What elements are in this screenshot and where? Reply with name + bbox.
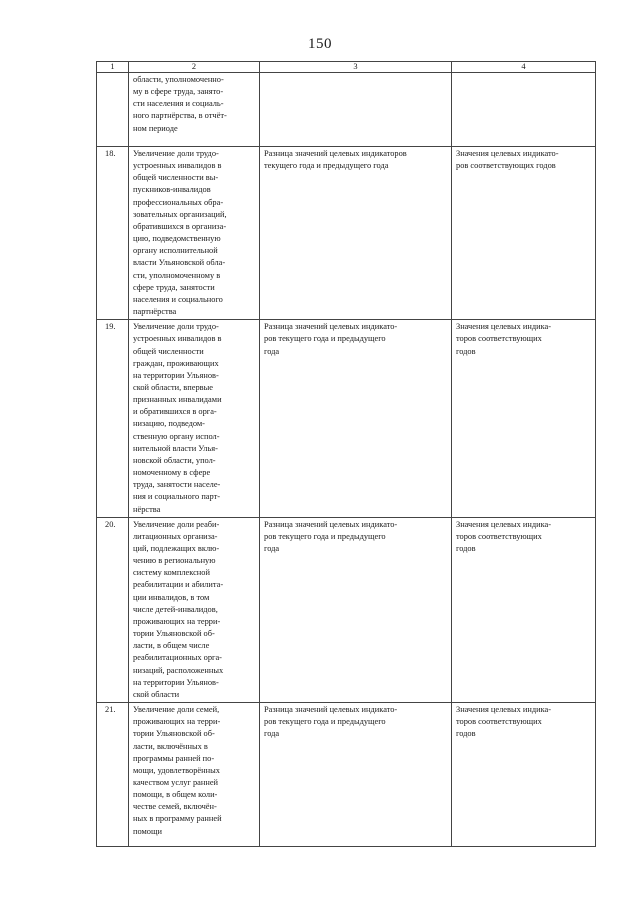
row-number: 18. [97,147,129,320]
indicator-name-line: области, уполномоченно- [133,75,224,84]
indicator-name-line: тории Ульяновской об- [133,629,215,639]
table-header-row [97,62,596,73]
indicator-name-line: честве семей, включён- [133,802,217,812]
data-source-line: годов [456,544,476,553]
calculation-method [260,320,452,518]
indicator-name-line: зовательных организаций, [133,209,227,219]
calculation-method [260,147,452,320]
page-number: 150 [308,36,332,52]
indicator-name [129,320,260,518]
indicator-name-line: ственную органу испол- [133,431,220,441]
indicator-name-line: граждан, проживающих [133,358,219,368]
table-row [97,517,596,702]
table-row [97,703,596,847]
indicator-name-line: ской области, впервые [133,382,213,392]
indicator-name-line: ласти, включённых в [133,741,208,751]
indicator-name-line: ской области [133,689,180,699]
indicator-name-line: ного партнёрства, в отчёт- [133,111,227,121]
indicator-name-line: устроенных инвалидов в [133,334,222,344]
indicator-name-line: профессиональных обра- [133,197,224,207]
indicator-name-line: устроенных инвалидов в [133,161,222,171]
calculation-method-line: Разница значений целевых индикато- [264,519,398,529]
indicator-name-line: признанных инвалидами [133,395,222,405]
row-number: 20. [97,517,129,702]
indicator-name-line: ций, подлежащих вклю- [133,544,220,553]
indicator-name-line: ния и социального парт- [133,492,221,502]
indicator-name-line: помощи, в общем коли- [133,790,218,800]
indicator-name-line: партнёрства [133,307,177,317]
indicator-name [129,517,260,702]
indicator-name-line: Увеличение доли трудо- [133,322,219,332]
indicator-name-line: нительной власти Улья- [133,443,218,453]
calculation-method-line: года [264,729,280,739]
indicator-name-line: мощи, удовлетворённых [133,765,220,775]
indicator-name-line: помощи [133,826,162,836]
calculation-method-line: ров текущего года и предыдущего [264,334,386,344]
table-row [97,73,596,147]
indicator-name [129,147,260,320]
indicator-name-line: ных в программу ранней [133,814,222,824]
indicator-name-line: проживающих на терри- [133,616,221,626]
data-source [452,320,596,518]
calculation-method-line: года [264,346,280,356]
indicator-name-line: общей численности вы- [133,173,219,183]
data-source [452,147,596,320]
indicator-name-line: тории Ульяновской об- [133,729,215,739]
indicator-name-line: пускников-инвалидов [133,185,211,195]
indicator-name [129,73,260,147]
indicator-name-line: новской области, упол- [133,455,216,465]
indicator-name-line: качеством услуг ранней [133,777,219,787]
calculation-method [260,703,452,847]
calculation-method-line: Разница значений целевых индикато- [264,705,398,715]
indicator-name-line: низаций, расположенных [133,665,224,675]
indicator-name-line: программы ранней по- [133,753,215,763]
indicator-name-line: числе детей-инвалидов, [133,604,218,614]
indicator-name-line: сти населения и социаль- [133,99,224,109]
data-source-line: годов [456,729,476,739]
calculation-method-line: года [264,544,280,553]
indicator-name-line: органу исполнительной [133,246,218,256]
calculation-method-line: ров текущего года и предыдущего [264,717,386,727]
data-source-line: торов соответствующих [456,717,542,727]
indicator-name-line: общей численности [133,346,204,356]
row-number: 21. [97,703,129,847]
calculation-method [260,517,452,702]
indicator-name-line: нёрства [133,504,161,514]
data-source [452,73,596,147]
data-source-line: Значения целевых индика- [456,322,552,332]
indicator-name-line: чению в региональную [133,556,216,566]
indicator-name [129,703,260,847]
data-source-line: торов соответствующих [456,531,542,541]
indicator-name-line: литационных организа- [133,531,218,541]
header-cell: 2 [129,62,260,73]
calculation-method-line: Разница значений целевых индикаторов [264,149,407,158]
indicator-name-line: на территории Ульянов- [133,677,219,687]
indicator-name-line: на территории Ульянов- [133,370,219,380]
calculation-method-line: Разница значений целевых индикато- [264,322,398,332]
data-source-line: Значения целевых индика- [456,705,552,715]
indicator-name-line: ции инвалидов, в том [133,592,210,602]
table-row [97,147,596,320]
indicator-name-line: обратившихся в организа- [133,221,227,231]
data-source [452,703,596,847]
indicator-name-line: Увеличение доли трудо- [133,149,219,158]
indicators-table [96,61,596,847]
row-number [97,73,129,147]
indicator-name-line: номоченному в сфере [133,468,211,478]
data-source-line: годов [456,346,476,356]
indicator-name-line: низацию, подведом- [133,419,205,429]
header-cell: 4 [452,62,596,73]
indicator-name-line: сти, уполномоченному в [133,270,221,280]
indicator-name-line: населения и социального [133,294,223,304]
indicator-name-line: реабилитационных орга- [133,653,222,663]
calculation-method [260,73,452,147]
calculation-method-line: текущего года и предыдущего года [264,161,389,171]
indicator-name-line: му в сфере труда, занято- [133,87,224,97]
indicator-name-line: ласти, в общем числе [133,641,210,651]
indicator-name-line: Увеличение доли реаби- [133,519,220,529]
row-number: 19. [97,320,129,518]
data-source-line: ров соответствующих годов [456,161,556,171]
indicator-name-line: Увеличение доли семей, [133,705,220,715]
indicator-name-line: цию, подведомственную [133,234,221,244]
calculation-method-line: ров текущего года и предыдущего [264,531,386,541]
indicator-name-line: сфере труда, занятости [133,282,215,292]
indicator-name-line: власти Ульяновской обла- [133,258,226,268]
indicator-name-line: реабилитации и абилита- [133,580,224,590]
data-source-line: Значения целевых индика- [456,519,552,529]
data-source-line: торов соответствующих [456,334,542,344]
indicator-name-line: труда, занятости населе- [133,480,221,490]
header-cell: 1 [97,62,129,73]
data-source-line: Значения целевых индикато- [456,149,559,158]
indicator-name-line: проживающих на терри- [133,717,221,727]
table-row [97,320,596,518]
data-source [452,517,596,702]
indicator-name-line: систему комплексной [133,568,210,578]
indicator-name-line: ном периоде [133,123,178,133]
indicator-name-line: и обратившихся в орга- [133,407,217,417]
header-cell: 3 [260,62,452,73]
